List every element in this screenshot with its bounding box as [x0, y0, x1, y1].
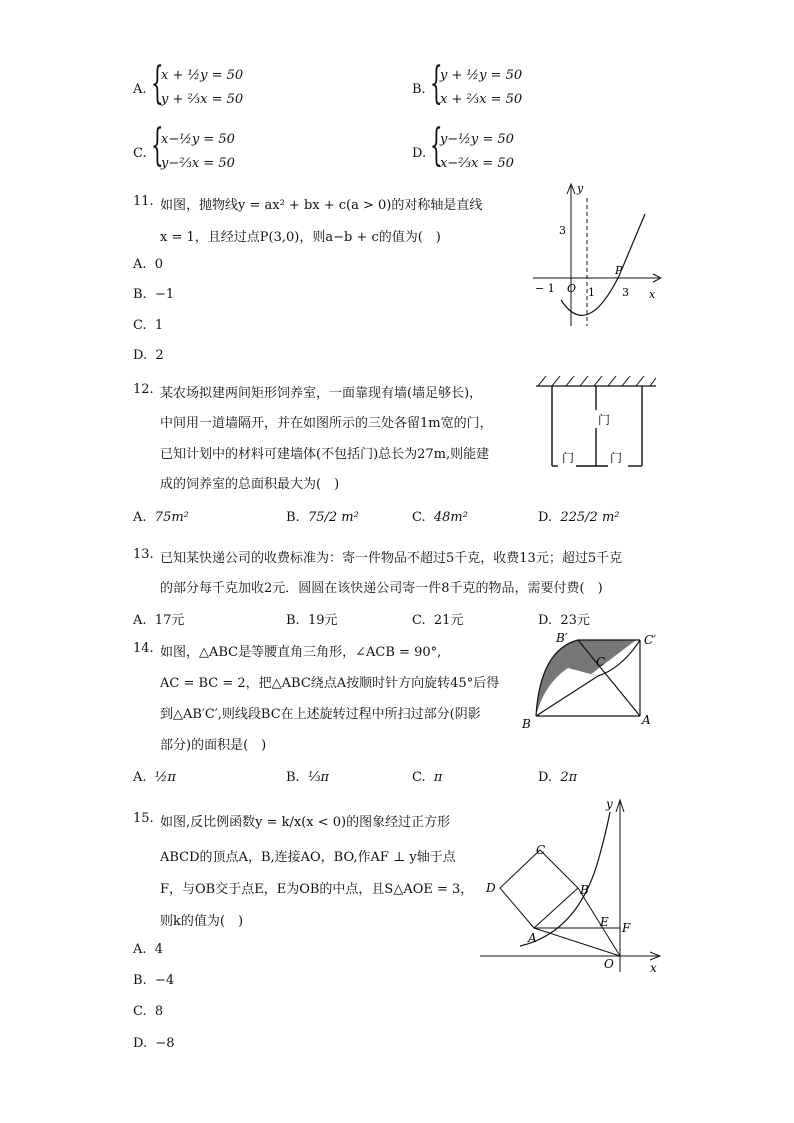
point-c: C: [536, 843, 546, 857]
axis-y-label: y: [606, 797, 613, 811]
brace: {: [151, 58, 164, 109]
equation-2: x + ⅔x = 50: [440, 92, 523, 107]
point-c-prime: C′: [644, 633, 656, 647]
question-line: F，与OB交于点E，E为OB的中点，且S△AOE = 3，: [160, 882, 474, 897]
axis-y-label: y: [577, 182, 584, 195]
parabola-figure: [525, 180, 665, 330]
option-c: C. 1: [133, 318, 164, 333]
equation-1: y−½y = 50: [440, 132, 514, 147]
point-b-prime: B′: [556, 631, 568, 645]
question-line: 如图，△ABC是等腰直角三角形，∠ACB = 90°,: [160, 645, 442, 660]
brace: {: [430, 58, 443, 109]
option-a: A. 4: [133, 942, 164, 957]
option-a: A. 0: [133, 257, 164, 272]
question-line: x = 1，且经过点P(3,0)，则a−b + c的值为( ): [160, 230, 441, 245]
option-key: B.: [412, 82, 426, 97]
option-key: D.: [412, 146, 427, 161]
question-line: AC = BC = 2，把△ABC绕点A按顺时针方向旋转45°后得: [160, 676, 500, 691]
option-a: A. 17元: [133, 613, 185, 628]
question-number: 15.: [133, 811, 154, 826]
option-key: A.: [133, 82, 147, 97]
question-number: 12.: [133, 382, 154, 397]
option-c: C. 48m²: [412, 510, 468, 525]
hyperbola-figure: [476, 792, 666, 978]
question-line: 部分)的面积是( ): [160, 738, 267, 753]
option-d: D. −8: [133, 1036, 175, 1051]
question-line: 如图,反比例函数y = k/x(x < 0)的图象经过正方形: [160, 815, 451, 830]
question-line: 中间用一道墙隔开，并在如图所示的三处各留1m宽的门，: [160, 416, 493, 431]
equation-2: y−⅔x = 50: [161, 156, 235, 171]
door-label-middle: 门: [598, 413, 611, 427]
tick-1: 1: [588, 286, 595, 299]
axis-x-label: x: [650, 961, 657, 975]
option-key: C.: [133, 146, 147, 161]
option-c: C. 8: [133, 1004, 164, 1019]
point-e: E: [600, 915, 609, 929]
point-b: B: [580, 883, 589, 897]
question-line: ABCD的顶点A，B,连接AO，BO,作AF ⊥ y轴于点: [160, 850, 456, 865]
door-label-left: 门: [562, 451, 575, 465]
point-d: D: [486, 881, 496, 895]
equation-1: x + ½y = 50: [161, 68, 244, 83]
option-b: B. 19元: [286, 613, 338, 628]
door-label-right: 门: [610, 451, 623, 465]
question-line: 如图，抛物线y = ax² + bx + c(a > 0)的对称轴是直线: [160, 198, 483, 213]
point-f: F: [622, 921, 631, 935]
option-b: B. −1: [133, 287, 175, 302]
option-b: B. ⅓π: [286, 770, 330, 785]
option-d: D. 23元: [538, 613, 590, 628]
question-number: 13.: [133, 547, 154, 562]
equation-1: y + ½y = 50: [440, 68, 523, 83]
equation-2: x−⅔x = 50: [440, 156, 514, 171]
option-b: B. −4: [133, 973, 175, 988]
question-line: 某农场拟建两间矩形饲养室，一面靠现有墙(墙足够长)，: [160, 386, 483, 401]
option-a: A. 75m²: [133, 510, 189, 525]
equation-2: y + ⅔x = 50: [161, 92, 244, 107]
origin-label: O: [604, 957, 614, 971]
question-line: 已知某快递公司的收费标准为：寄一件物品不超过5千克，收费13元；超过5千克: [160, 551, 623, 566]
tick-3: 3: [559, 224, 566, 237]
origin-label: O: [567, 282, 577, 295]
point-b: B: [522, 717, 531, 731]
question-line: 成的饲养室的总面积最大为( ): [160, 477, 340, 492]
option-b: B. 75/2 m²: [286, 510, 359, 525]
question-line: 的部分每千克加收2元．圆圆在该快递公司寄一件8千克的物品，需要付费( ): [160, 581, 603, 596]
point-c: C: [596, 655, 606, 669]
question-number: 14.: [133, 641, 154, 656]
brace: {: [430, 120, 443, 171]
tick-neg1: − 1: [535, 282, 555, 295]
point-a: A: [528, 931, 537, 945]
option-d: D. 225/2 m²: [538, 510, 620, 525]
question-number: 11.: [133, 194, 154, 209]
equation-1: x−½y = 50: [161, 132, 235, 147]
option-c: C. 21元: [412, 613, 464, 628]
option-c: C. π: [412, 770, 443, 785]
barn-figure: [532, 372, 660, 472]
brace: {: [151, 120, 164, 171]
rotation-figure: [518, 628, 666, 732]
question-line: 则k的值为( ): [160, 914, 244, 929]
question-line: 到△AB′C′,则线段BC在上述旋转过程中所扫过部分(阴影: [160, 707, 481, 722]
point-a: A: [642, 713, 651, 727]
option-d: D. 2: [133, 348, 164, 363]
tick-3-x: 3: [622, 286, 629, 299]
option-d: D. 2π: [538, 770, 578, 785]
question-line: 已知计划中的材料可建墙体(不包括门)总长为27m,则能建: [160, 447, 490, 462]
option-a: A. ½π: [133, 770, 176, 785]
point-p: P: [615, 264, 623, 277]
axis-x-label: x: [649, 288, 656, 301]
